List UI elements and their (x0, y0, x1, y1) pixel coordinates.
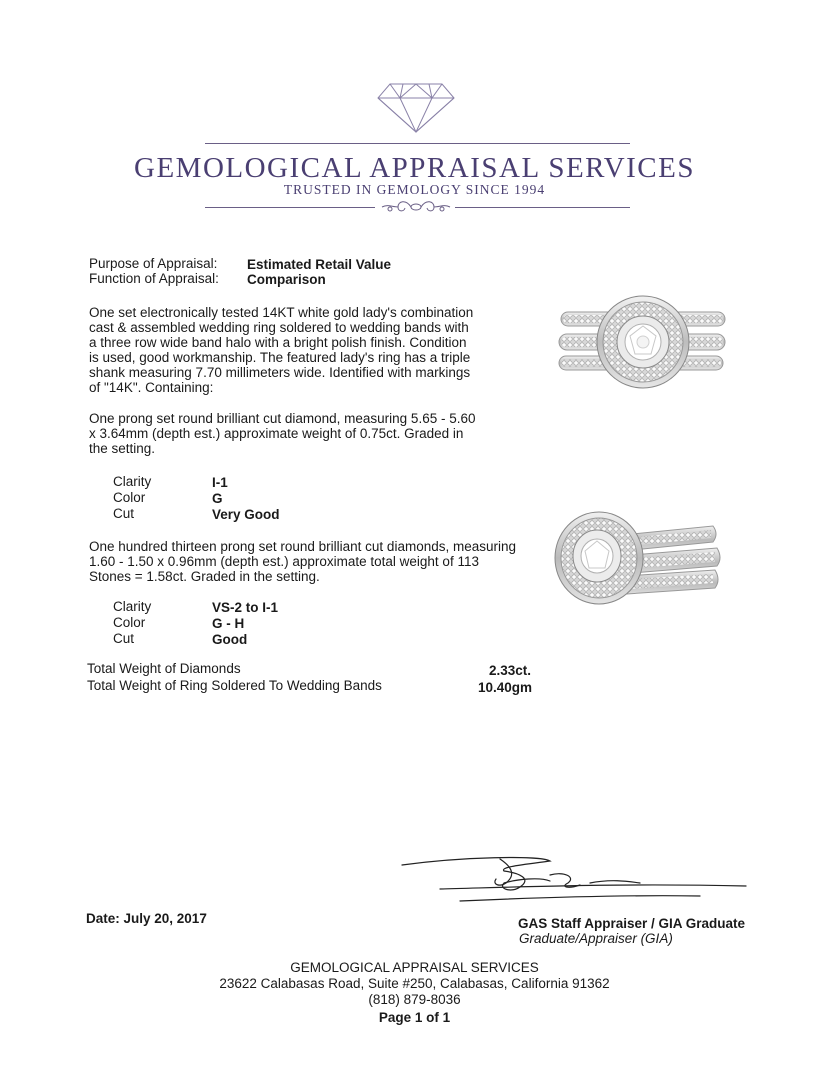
description-line: cast & assembled wedding ring soldered to wedding bands with (89, 320, 469, 335)
side-stones-line: 1.60 - 1.50 x 0.96mm (depth est.) approximate total weight of 113 (89, 554, 479, 569)
description-line: shank measuring 7.70 millimeters wide. Identified with markings (89, 365, 471, 380)
function-label: Function of Appraisal: (89, 271, 219, 286)
center-cut-value: Very Good (212, 507, 280, 522)
appraiser-signature (400, 853, 750, 913)
center-clarity-label: Clarity (113, 474, 152, 489)
side-stones-paragraph (89, 539, 529, 584)
side-clarity-value: VS-2 to I-1 (212, 600, 279, 615)
appraisal-date: Date: July 20, 2017 (86, 911, 207, 926)
side-color-label: Color (113, 615, 146, 630)
footer-phone: (818) 879-8036 (368, 992, 461, 1007)
center-color-value: G (212, 491, 223, 506)
side-cut-label: Cut (113, 631, 135, 646)
total-diamonds-label: Total Weight of Diamonds (87, 661, 241, 676)
appraiser-title: GAS Staff Appraiser / GIA Graduate (518, 916, 746, 931)
total-ring-weight-label: Total Weight of Ring Soldered To Wedding Bands (87, 678, 382, 693)
header-rule-right (455, 207, 630, 208)
purpose-value: Estimated Retail Value (247, 257, 392, 272)
ring-photo-side (553, 508, 723, 618)
footer-address: 23622 Calabasas Road, Suite #250, Calabasas, California 91362 (219, 976, 610, 991)
header-rule-top (205, 143, 630, 144)
description-line: a three row wide band halo with a bright polish finish. Condition (89, 335, 467, 350)
page-number: Page 1 of 1 (378, 1010, 451, 1025)
center-cut-label: Cut (113, 506, 135, 521)
center-stone-paragraph (89, 411, 489, 456)
description-line: of "14K". Containing: (89, 380, 214, 395)
description-line: One set electronically tested 14KT white gold lady's combination (89, 305, 474, 320)
description-paragraph (89, 305, 489, 395)
company-tagline: TRUSTED IN GEMOLOGY SINCE 1994 (283, 182, 546, 197)
header-rule-left (205, 207, 375, 208)
side-stones-line: One hundred thirteen prong set round brilliant cut diamonds, measuring (89, 539, 517, 554)
description-line: is used, good workmanship. The featured lady's ring has a triple (89, 350, 471, 365)
side-clarity-label: Clarity (113, 599, 152, 614)
center-stone-line: the setting. (89, 441, 156, 456)
purpose-label: Purpose of Appraisal: (89, 256, 218, 271)
footer-company: GEMOLOGICAL APPRAISAL SERVICES (290, 960, 539, 975)
center-stone-line: One prong set round brilliant cut diamond, measuring 5.65 - 5.60 (89, 411, 476, 426)
appraiser-credential: Graduate/Appraiser (GIA) (519, 931, 673, 946)
diamond-logo-icon (376, 82, 456, 134)
ring-photo-top (555, 288, 729, 396)
center-clarity-value: I-1 (212, 475, 228, 490)
function-value: Comparison (247, 272, 326, 287)
side-cut-value: Good (212, 632, 248, 647)
total-diamonds-value: 2.33ct. (488, 663, 531, 678)
center-color-label: Color (113, 490, 146, 505)
flourish-ornament-icon (378, 197, 454, 217)
total-ring-weight-value: 10.40gm (477, 680, 532, 695)
side-stones-line: Stones = 1.58ct. Graded in the setting. (89, 569, 320, 584)
center-stone-line: x 3.64mm (depth est.) approximate weight of 0.75ct. Graded in (89, 426, 464, 441)
company-brand: GEMOLOGICAL APPRAISAL SERVICES (134, 152, 695, 184)
side-color-value: G - H (212, 616, 245, 631)
